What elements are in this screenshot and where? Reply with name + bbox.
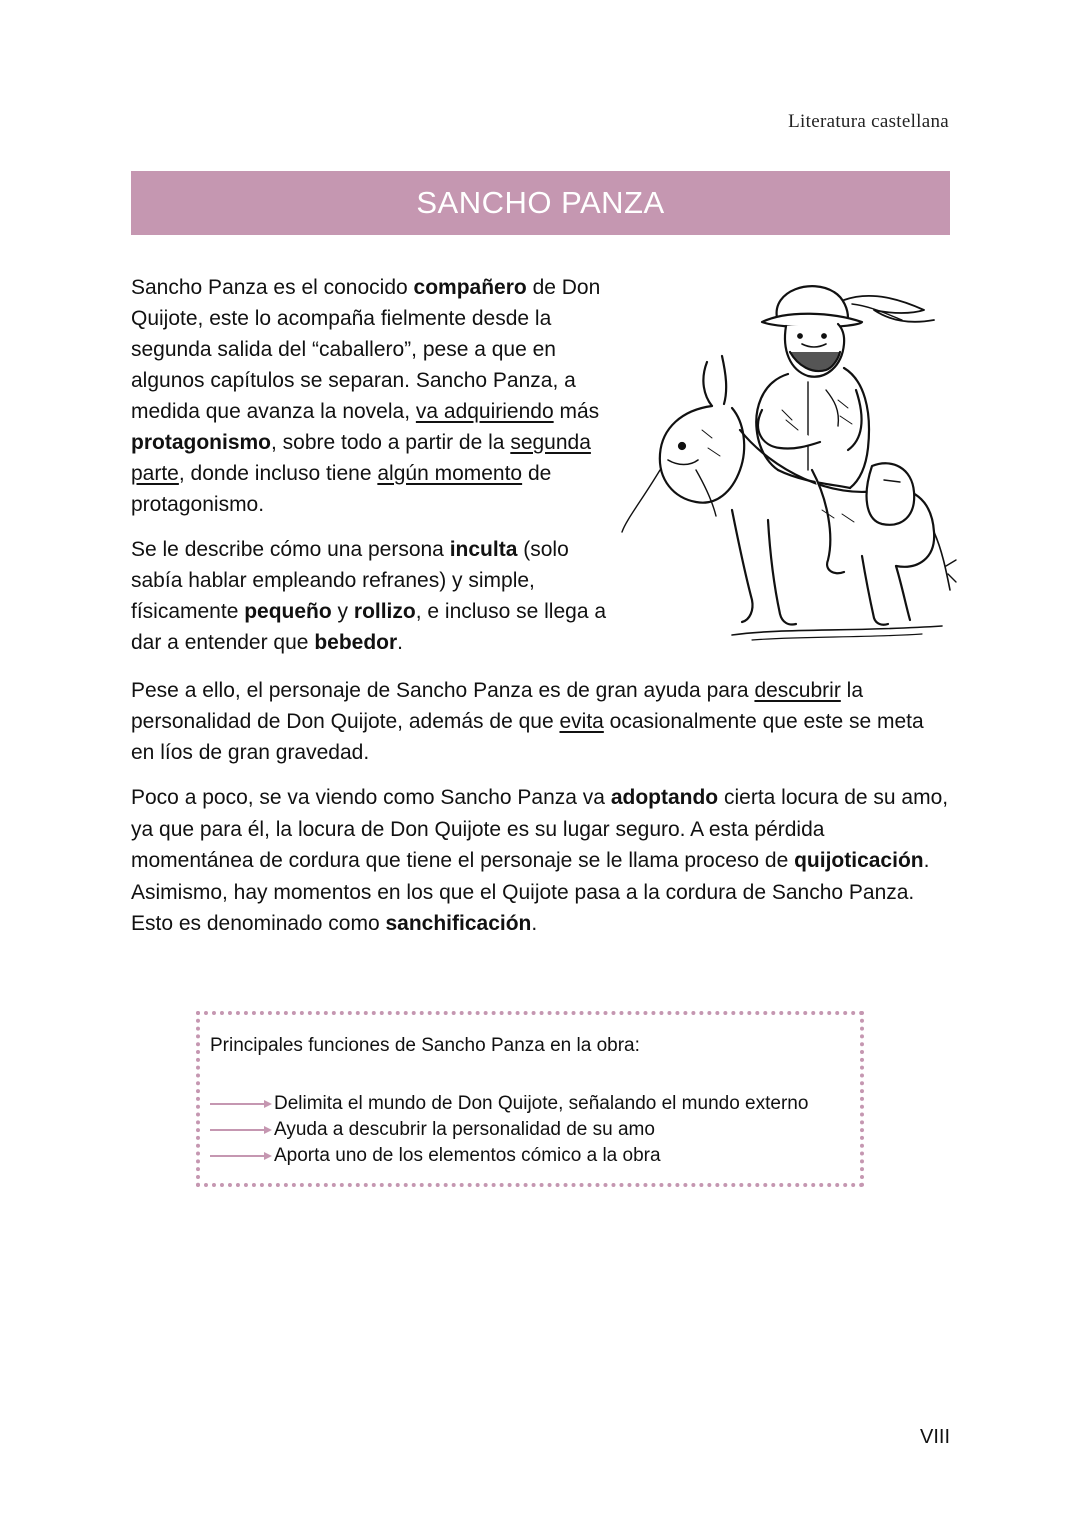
list-item: Ayuda a descubrir la personalidad de su amo (210, 1117, 808, 1143)
section-title: SANCHO PANZA (416, 185, 665, 220)
arrow-right-icon (210, 1099, 272, 1109)
functions-list (210, 1091, 808, 1169)
paragraph-help: Pese a ello, el personaje de Sancho Panza es de gran ayuda para descubrir la personalidad de Don Quijote, además de que evita ocasionalmente que este se meta en líos de gran gravedad. (131, 679, 924, 764)
list-item: Aporta uno de los elementos cómico a la obra (210, 1143, 808, 1169)
arrow-right-icon (210, 1151, 272, 1161)
running-header: Literatura castellana (788, 111, 949, 132)
paragraph-description: Se le describe cómo una persona inculta (solo sabía hablar empleando refranes) y simple, físicamente pequeño y rollizo, e incluso se llega a dar a entender que bebedor. (131, 538, 607, 654)
arrow-right-icon (210, 1125, 272, 1135)
sancho-panza-donkey-illustration (612, 270, 957, 648)
list-item: Delimita el mundo de Don Quijote, señalando el mundo externo (210, 1091, 808, 1117)
paragraph-companion: Sancho Panza es el conocido compañero de Don Quijote, este lo acompaña fielmente desde la segunda salida del “caballero”, pese a que en algunos capítulos se separan. Sancho Panza, a medida que avanza la novela, va adquiriendo más protagonismo, sobre todo a partir de la segunda parte, donde incluso tiene algún momento de protagonismo. (131, 276, 601, 516)
functions-box (196, 1011, 864, 1187)
page-number: VIII (919, 1426, 950, 1448)
paragraph-quijoticacion: Poco a poco, se va viendo como Sancho Panza va adoptando cierta locura de su amo, ya que para él, la locura de Don Quijote es su lugar seguro. A esta pérdida momentánea de cordura que tiene el personaje se le llama proceso de quijoticación. Asimismo, hay momentos en los que el Quijote pasa a la cordura de Sancho Panza. Esto es denominado como sanchificación. (131, 786, 949, 935)
section-title-banner (131, 171, 950, 235)
functions-box-title: Principales funciones de Sancho Panza en la obra: (210, 1035, 640, 1056)
